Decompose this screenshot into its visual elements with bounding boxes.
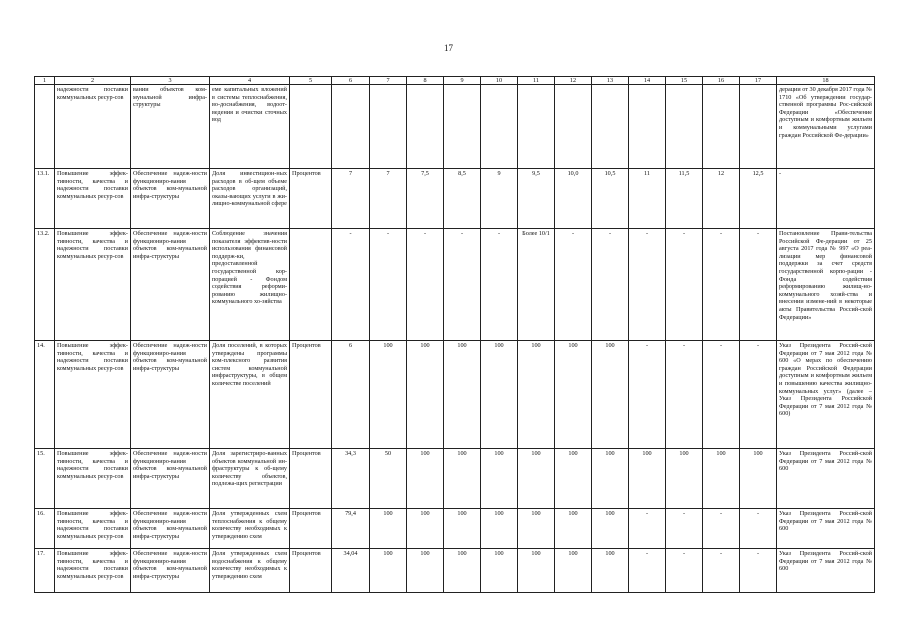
value-cell: -: [703, 229, 740, 341]
row-number: 13.1.: [35, 169, 55, 229]
value-cell: 9: [481, 169, 518, 229]
value-cell: -: [444, 229, 481, 341]
unit-cell: Процентов: [290, 549, 332, 593]
value-cell: 100: [407, 449, 444, 509]
column-number: 12: [555, 77, 592, 85]
basis-cell: Указ Президента Россий-ской Федерации от 7 мая 2012 года № 600: [777, 549, 875, 593]
value-cell: 6: [332, 341, 370, 449]
value-cell: [407, 85, 444, 169]
basis-cell: дерации от 30 декабря 2017 года № 1710 «Об утверждении государ-ственной программы Рос-сийской Федерации «Обеспечение доступным и комфортным жильем и коммунальными услугами граждан Российской Фе-дерации»: [777, 85, 875, 169]
value-cell: -: [740, 509, 777, 549]
value-cell: 100: [555, 341, 592, 449]
table-row: [35, 85, 875, 169]
column-number: 1: [35, 77, 55, 85]
value-cell: 100: [444, 509, 481, 549]
indicator-cell: Доля утвержденных схем водоснабжения к общему количеству необходимых к утверждению схем: [210, 549, 290, 593]
value-cell: -: [666, 509, 703, 549]
column-number: 5: [290, 77, 332, 85]
value-cell: 8,5: [444, 169, 481, 229]
value-cell: [518, 85, 555, 169]
value-cell: 100: [703, 449, 740, 509]
row-number: 13.2.: [35, 229, 55, 341]
value-cell: [555, 85, 592, 169]
value-cell: 100: [481, 549, 518, 593]
value-cell: 100: [407, 341, 444, 449]
column-number: 14: [629, 77, 666, 85]
value-cell: -: [481, 229, 518, 341]
value-cell: 100: [666, 449, 703, 509]
unit-cell: Процентов: [290, 169, 332, 229]
value-cell: -: [629, 549, 666, 593]
unit-cell: Процентов: [290, 449, 332, 509]
value-cell: 100: [592, 549, 629, 593]
value-cell: -: [703, 509, 740, 549]
indicator-cell: Доля поселений, в которых утверждены программы ком-плексного развития систем коммунальной инфраструктуры, в общем количестве поселений: [210, 341, 290, 449]
value-cell: -: [666, 341, 703, 449]
value-cell: 100: [592, 341, 629, 449]
goal-cell: Повышение эффек-тивности, качества и надежности поставки коммунальных ресур-сов: [55, 169, 131, 229]
table-row: [35, 229, 875, 341]
value-cell: 100: [740, 449, 777, 509]
indicators-table: [34, 76, 875, 593]
table-row: [35, 549, 875, 593]
column-number: 9: [444, 77, 481, 85]
value-cell: 100: [518, 549, 555, 593]
value-cell: 100: [444, 449, 481, 509]
task-cell: Обеспечение надеж-ности функциониро-вания объектов ком-мунальной инфра-структуры: [131, 229, 210, 341]
value-cell: 9,5: [518, 169, 555, 229]
column-number: 6: [332, 77, 370, 85]
indicator-cell: еме капитальных вложений в системы теплоснабжения, во-доснабжения, водоот-ведения и очистки сточных вод: [210, 85, 290, 169]
value-cell: -: [592, 229, 629, 341]
goal-cell: Повышение эффек-тивности, качества и надежности поставки коммунальных ресур-сов: [55, 549, 131, 593]
page-number: 17: [444, 43, 453, 53]
task-cell: Обеспечение надеж-ности функциониро-вания объектов ком-мунальной инфра-структуры: [131, 341, 210, 449]
basis-cell: Постановление Прави-тельства Российской Фе-дерации от 25 августа 2017 года № 997 «О реа-лизации мер финансовой поддержки за счет средств государственной корпо-рации - Фонда содействия реформированию жилищ-но-коммунального хозяй-ства и внесении измене-ний в некоторые акты Правительства Россий-ской Федерации»: [777, 229, 875, 341]
value-cell: 100: [518, 341, 555, 449]
column-number: 3: [131, 77, 210, 85]
basis-cell: -: [777, 169, 875, 229]
row-number: 15.: [35, 449, 55, 509]
value-cell: 100: [592, 509, 629, 549]
value-cell: -: [629, 341, 666, 449]
basis-cell: Указ Президента Россий-ской Федерации от 7 мая 2012 года № 600: [777, 449, 875, 509]
value-cell: [444, 85, 481, 169]
value-cell: 100: [444, 549, 481, 593]
indicator-cell: Доля инвестицион-ных расходов в об-щем объеме расходов организаций, оказы-вающих услуги в жи-лищно-коммунальной сфере: [210, 169, 290, 229]
task-cell: Обеспечение надеж-ности функциониро-вания объектов ком-мунальной инфра-структуры: [131, 509, 210, 549]
basis-cell: Указ Президента Россий-ской Федерации от 7 мая 2012 года № 600: [777, 509, 875, 549]
row-number: 14.: [35, 341, 55, 449]
column-number: 18: [777, 77, 875, 85]
value-cell: 100: [481, 509, 518, 549]
column-number: 15: [666, 77, 703, 85]
value-cell: -: [332, 229, 370, 341]
basis-cell: Указ Президента Россий-ской Федерации от 7 мая 2012 года № 600 «О мерах по обеспечению граждан Российской Федерации доступным и комфортным жильем и повышению качества жилищно-коммунальных услуг» (далее – Указ Президента Российской Федерации от 7 мая 2012 года № 600): [777, 341, 875, 449]
row-number: 16.: [35, 509, 55, 549]
value-cell: -: [740, 229, 777, 341]
value-cell: 100: [370, 549, 407, 593]
value-cell: 79,4: [332, 509, 370, 549]
task-cell: Обеспечение надеж-ности функциониро-вания объектов ком-мунальной инфра-структуры: [131, 549, 210, 593]
table-row: [35, 169, 875, 229]
value-cell: 7: [370, 169, 407, 229]
value-cell: -: [629, 509, 666, 549]
column-number: 2: [55, 77, 131, 85]
value-cell: [370, 85, 407, 169]
value-cell: 50: [370, 449, 407, 509]
unit-cell: Процентов: [290, 509, 332, 549]
value-cell: [332, 85, 370, 169]
table-row: [35, 509, 875, 549]
value-cell: 100: [518, 509, 555, 549]
goal-cell: Повышение эффек-тивности, качества и надежности поставки коммунальных ресур-сов: [55, 509, 131, 549]
row-number: [35, 85, 55, 169]
value-cell: 100: [555, 449, 592, 509]
column-number: 17: [740, 77, 777, 85]
value-cell: -: [407, 229, 444, 341]
value-cell: 100: [592, 449, 629, 509]
value-cell: 12,5: [740, 169, 777, 229]
value-cell: [592, 85, 629, 169]
goal-cell: надежности поставки коммунальных ресур-сов: [55, 85, 131, 169]
column-number: 4: [210, 77, 290, 85]
table-body: [35, 77, 875, 593]
value-cell: -: [703, 549, 740, 593]
goal-cell: Повышение эффек-тивности, качества и надежности поставки коммунальных ресур-сов: [55, 341, 131, 449]
value-cell: [666, 85, 703, 169]
value-cell: -: [370, 229, 407, 341]
indicator-cell: Доля зарегистриро-ванных объектов коммунальной ин-фраструктуры к об-щему количеству объектов, подлежа-щих регистрации: [210, 449, 290, 509]
value-cell: 34,04: [332, 549, 370, 593]
task-cell: вании объектов ком-мунальной инфра-структуры: [131, 85, 210, 169]
column-number-row: [35, 77, 875, 85]
value-cell: 100: [370, 341, 407, 449]
value-cell: 7,5: [407, 169, 444, 229]
column-number: 7: [370, 77, 407, 85]
row-number: 17.: [35, 549, 55, 593]
value-cell: -: [740, 341, 777, 449]
value-cell: 100: [629, 449, 666, 509]
value-cell: 100: [518, 449, 555, 509]
column-number: 13: [592, 77, 629, 85]
value-cell: -: [666, 229, 703, 341]
value-cell: 34,3: [332, 449, 370, 509]
value-cell: 100: [407, 549, 444, 593]
value-cell: 100: [481, 341, 518, 449]
value-cell: 100: [444, 341, 481, 449]
goal-cell: Повышение эффек-тивности, качества и надежности поставки коммунальных ресур-сов: [55, 449, 131, 509]
value-cell: 100: [370, 509, 407, 549]
task-cell: Обеспечение надеж-ности функциониро-вания объектов ком-мунальной инфра-структуры: [131, 449, 210, 509]
value-cell: 11: [629, 169, 666, 229]
column-number: 10: [481, 77, 518, 85]
value-cell: 10,5: [592, 169, 629, 229]
value-cell: 12: [703, 169, 740, 229]
unit-cell: [290, 85, 332, 169]
indicator-cell: Доля утвержденных схем теплоснабжения к общему количеству необходимых к утверждению схем: [210, 509, 290, 549]
value-cell: 100: [555, 549, 592, 593]
task-cell: Обеспечение надеж-ности функциониро-вания объектов ком-мунальной инфра-структуры: [131, 169, 210, 229]
value-cell: [703, 85, 740, 169]
value-cell: 100: [481, 449, 518, 509]
value-cell: 10,0: [555, 169, 592, 229]
value-cell: Более 10/1: [518, 229, 555, 341]
value-cell: 100: [407, 509, 444, 549]
column-number: 11: [518, 77, 555, 85]
value-cell: [629, 85, 666, 169]
value-cell: -: [666, 549, 703, 593]
goal-cell: Повышение эффек-тивности, качества и надежности поставки коммунальных ресур-сов: [55, 229, 131, 341]
indicator-cell: Соблюдение значения показателя эффектив-ности использования финансовой поддерж-ки, предоставленной государственной кор-порацией - Фондом содействия реформи-рованию жилищно-коммунального хо-зяйства: [210, 229, 290, 341]
unit-cell: Процентов: [290, 341, 332, 449]
value-cell: -: [740, 549, 777, 593]
column-number: 8: [407, 77, 444, 85]
value-cell: 11,5: [666, 169, 703, 229]
table-row: [35, 449, 875, 509]
value-cell: -: [629, 229, 666, 341]
value-cell: -: [555, 229, 592, 341]
value-cell: [481, 85, 518, 169]
value-cell: 7: [332, 169, 370, 229]
unit-cell: [290, 229, 332, 341]
value-cell: 100: [555, 509, 592, 549]
column-number: 16: [703, 77, 740, 85]
value-cell: -: [703, 341, 740, 449]
table-row: [35, 341, 875, 449]
value-cell: [740, 85, 777, 169]
